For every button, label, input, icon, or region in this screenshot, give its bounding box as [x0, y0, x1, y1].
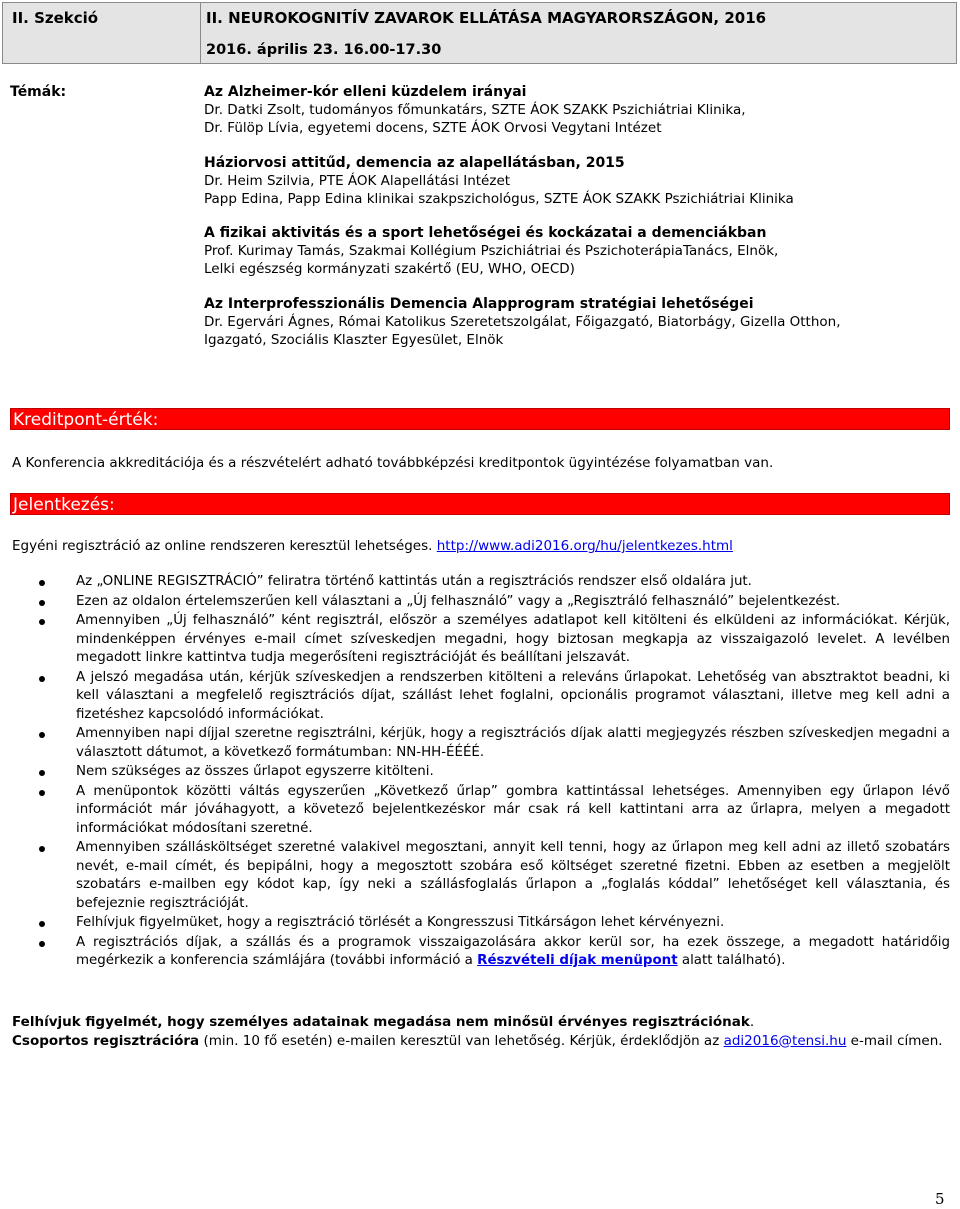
group-after: e-mail címen. — [846, 1032, 943, 1049]
topic-speaker: Papp Edina, Papp Edina klinikai szakpszichológus, SZTE ÁOK SZAKK Pszichiátriai Klinika — [204, 190, 794, 207]
list-item-text: Ezen az oldalon értelemszerűen kell választani a „Új felhasználó” vagy a „Regisztráló felhasználó” bejelentkezést. — [76, 593, 841, 609]
credit-text: A Konferencia akkreditációja és a részvételért adható továbbképzési kreditpontok ügyintézése folyamatban van. — [12, 455, 774, 471]
list-item — [12, 573, 950, 592]
bullet-icon — [39, 846, 45, 852]
list-item — [12, 934, 950, 971]
topic — [204, 83, 954, 138]
bullet-icon — [39, 941, 45, 947]
list-item — [12, 669, 950, 725]
conference-title: II. NEUROKOGNITÍV ZAVAROK ELLÁTÁSA MAGYARORSZÁGON, 2016 — [206, 9, 767, 27]
list-item — [12, 914, 950, 933]
registration-heading: Jelentkezés: — [13, 495, 115, 515]
list-item — [12, 612, 950, 668]
list-item-text-end: alatt található). — [677, 953, 786, 968]
header-divider — [200, 3, 201, 63]
topics-label: Témák: — [10, 84, 67, 100]
group-text: (min. 10 fő esetén) e-mailen keresztül van lehetőség. Kérjük, érdeklődjön az — [199, 1032, 724, 1049]
bullet-icon — [39, 619, 45, 625]
fees-menu-link[interactable]: Részvételi díjak menüpont — [477, 953, 678, 968]
final-notes — [12, 1013, 950, 1050]
topic — [204, 224, 954, 279]
group-label: Csoportos regisztrációra — [12, 1032, 200, 1049]
topic-title: Háziorvosi attitűd, demencia az alapellátásban, 2015 — [204, 154, 625, 171]
list-item — [12, 763, 950, 782]
topic-speaker: Lelki egészség kormányzati szakértő (EU, WHO, OECD) — [204, 261, 575, 278]
group-registration-line — [12, 1032, 950, 1051]
notice-line — [12, 1013, 950, 1032]
topic-speaker: Dr. Fülöp Lívia, egyetemi docens, SZTE ÁOK Orvosi Vegytani Intézet — [204, 120, 662, 137]
list-item-text: Amennyiben napi díjjal szeretne regisztrálni, kérjük, hogy a regisztrációs díjak alatti megjegyzés részben szíveskedjen megadni a választott dátumot, a következő formátumban: NN-HH-ÉÉÉÉ. — [76, 726, 950, 760]
session-header — [2, 2, 957, 64]
list-item-text: Az „ONLINE REGISZTRÁCIÓ” feliratra történő kattintás után a regisztrációs rendszer első oldalára jut. — [76, 574, 752, 589]
list-item — [12, 783, 950, 839]
list-item-text: Felhívjuk figyelmüket, hogy a regisztráció törlését a Kongresszusi Titkárságon lehet kérvényezni. — [76, 915, 725, 930]
registration-steps — [12, 573, 950, 972]
topic-title: Az Interprofesszionális Demencia Alapprogram stratégiai lehetőségei — [204, 295, 754, 312]
session-label: II. Szekció — [12, 9, 99, 27]
bullet-icon — [39, 790, 45, 796]
bullet-icon — [39, 921, 45, 927]
topic-speaker: Dr. Datki Zsolt, tudományos főmunkatárs, SZTE ÁOK SZAKK Pszichiátriai Klinika, — [204, 102, 746, 118]
list-item — [12, 725, 950, 762]
conference-date: 2016. április 23. 16.00-17.30 — [206, 42, 442, 58]
topic-title: A fizikai aktivitás és a sport lehetőségei és kockázatai a demenciákban — [204, 225, 767, 242]
bullet-icon — [39, 580, 45, 586]
topics-list — [204, 83, 954, 365]
list-item-text: A jelszó megadása után, kérjük szíveskedjen a rendszerben kitölteni a releváns űrlapokat. Lehetőség van absztraktot beadni, ki kell választani a megfelelő regisztrációs díjat, szállást lehet foglalni, opcionális programot választani, illetve meg kell adni a fizetéshez kapcsolódó információkat. — [76, 669, 950, 722]
list-item — [12, 839, 950, 913]
bullet-icon — [39, 732, 45, 738]
list-item-text: A menüpontok közötti váltás egyszerűen „Következő űrlap” gombra kattintással lehetséges. Amennyiben egy űrlapon lévő információt már jóváhagyott, a követező bejelentkezéskor már csak rá kell kattintani arra az űrlapra, melyen a megadott információkat módosítani szeretné. — [76, 783, 950, 836]
registration-intro — [12, 537, 952, 555]
email-link[interactable]: adi2016@tensi.hu — [723, 1032, 847, 1049]
credit-heading-bar — [10, 408, 950, 430]
list-item-text: Nem szükséges az összes űrlapot egyszerre kitölteni. — [76, 764, 434, 779]
list-item-text: Amennyiben szállásköltséget szeretné valakivel megosztani, annyit kell tenni, hogy az űrlapon meg kell adni az illető szobatárs nevét, e-mail címét, és bepipálni, hogy a megosztott szobára eső költséget szeretné fizetni. Ebben az esetben a megjelölt szobatárs e-mailben egy kódot kap, így neki a szállásfoglalás űrlapon a „foglalás kóddal” lehetőséget kell választania, és befejeznie regisztrációját. — [76, 840, 950, 911]
topic-speaker: Dr. Egervári Ágnes, Római Katolikus Szeretetszolgálat, Főigazgató, Biatorbágy, Gizella Otthon, — [204, 313, 841, 330]
topic-title: Az Alzheimer-kór elleni küzdelem irányai — [204, 84, 527, 100]
topic-speaker: Igazgató, Szociális Klaszter Egyesület, Elnök — [204, 332, 504, 349]
topic — [204, 295, 954, 350]
registration-intro-text: Egyéni regisztráció az online rendszeren keresztül lehetséges. — [12, 538, 437, 554]
topic-speaker: Prof. Kurimay Tamás, Szakmai Kollégium Pszichiátriai és PszichoterápiaTanács, Elnök, — [204, 243, 779, 260]
registration-heading-bar — [10, 493, 950, 515]
page-number: 5 — [935, 1190, 945, 1208]
notice-end: . — [749, 1014, 755, 1030]
list-item-text: Amennyiben „Új felhasználó” ként regisztrál, először a személyes adatlapot kell kitölteni és elküldeni az információkat. Kérjük, mindenképpen érvényes e-mail címet szíveskedjen megadni, hogy biztosan megkapja az visszaigazoló levelet. A levélben megadott linkre kattintva tudja megerősíteni regisztrációját és beállítani jelszavát. — [76, 613, 950, 665]
credit-heading: Kreditpont-érték: — [13, 410, 159, 430]
topic — [204, 154, 954, 209]
registration-url-link[interactable]: http://www.adi2016.org/hu/jelentkezes.html — [436, 538, 733, 554]
list-item-text: A regisztrációs díjak, a szállás és a programok visszaigazolására akkor kerül sor, ha ezek összege, a megadott határidőig megérkezik a konferencia számlájára (további információ a — [76, 934, 950, 968]
topic-speaker: Dr. Heim Szilvia, PTE ÁOK Alapellátási Intézet — [204, 172, 511, 189]
bullet-icon — [39, 676, 45, 682]
list-item — [12, 593, 950, 612]
bullet-icon — [39, 600, 45, 606]
notice-text: Felhívjuk figyelmét, hogy személyes adatainak megadása nem minősül érvényes regisztrációnak — [12, 1014, 750, 1030]
bullet-icon — [39, 770, 45, 776]
